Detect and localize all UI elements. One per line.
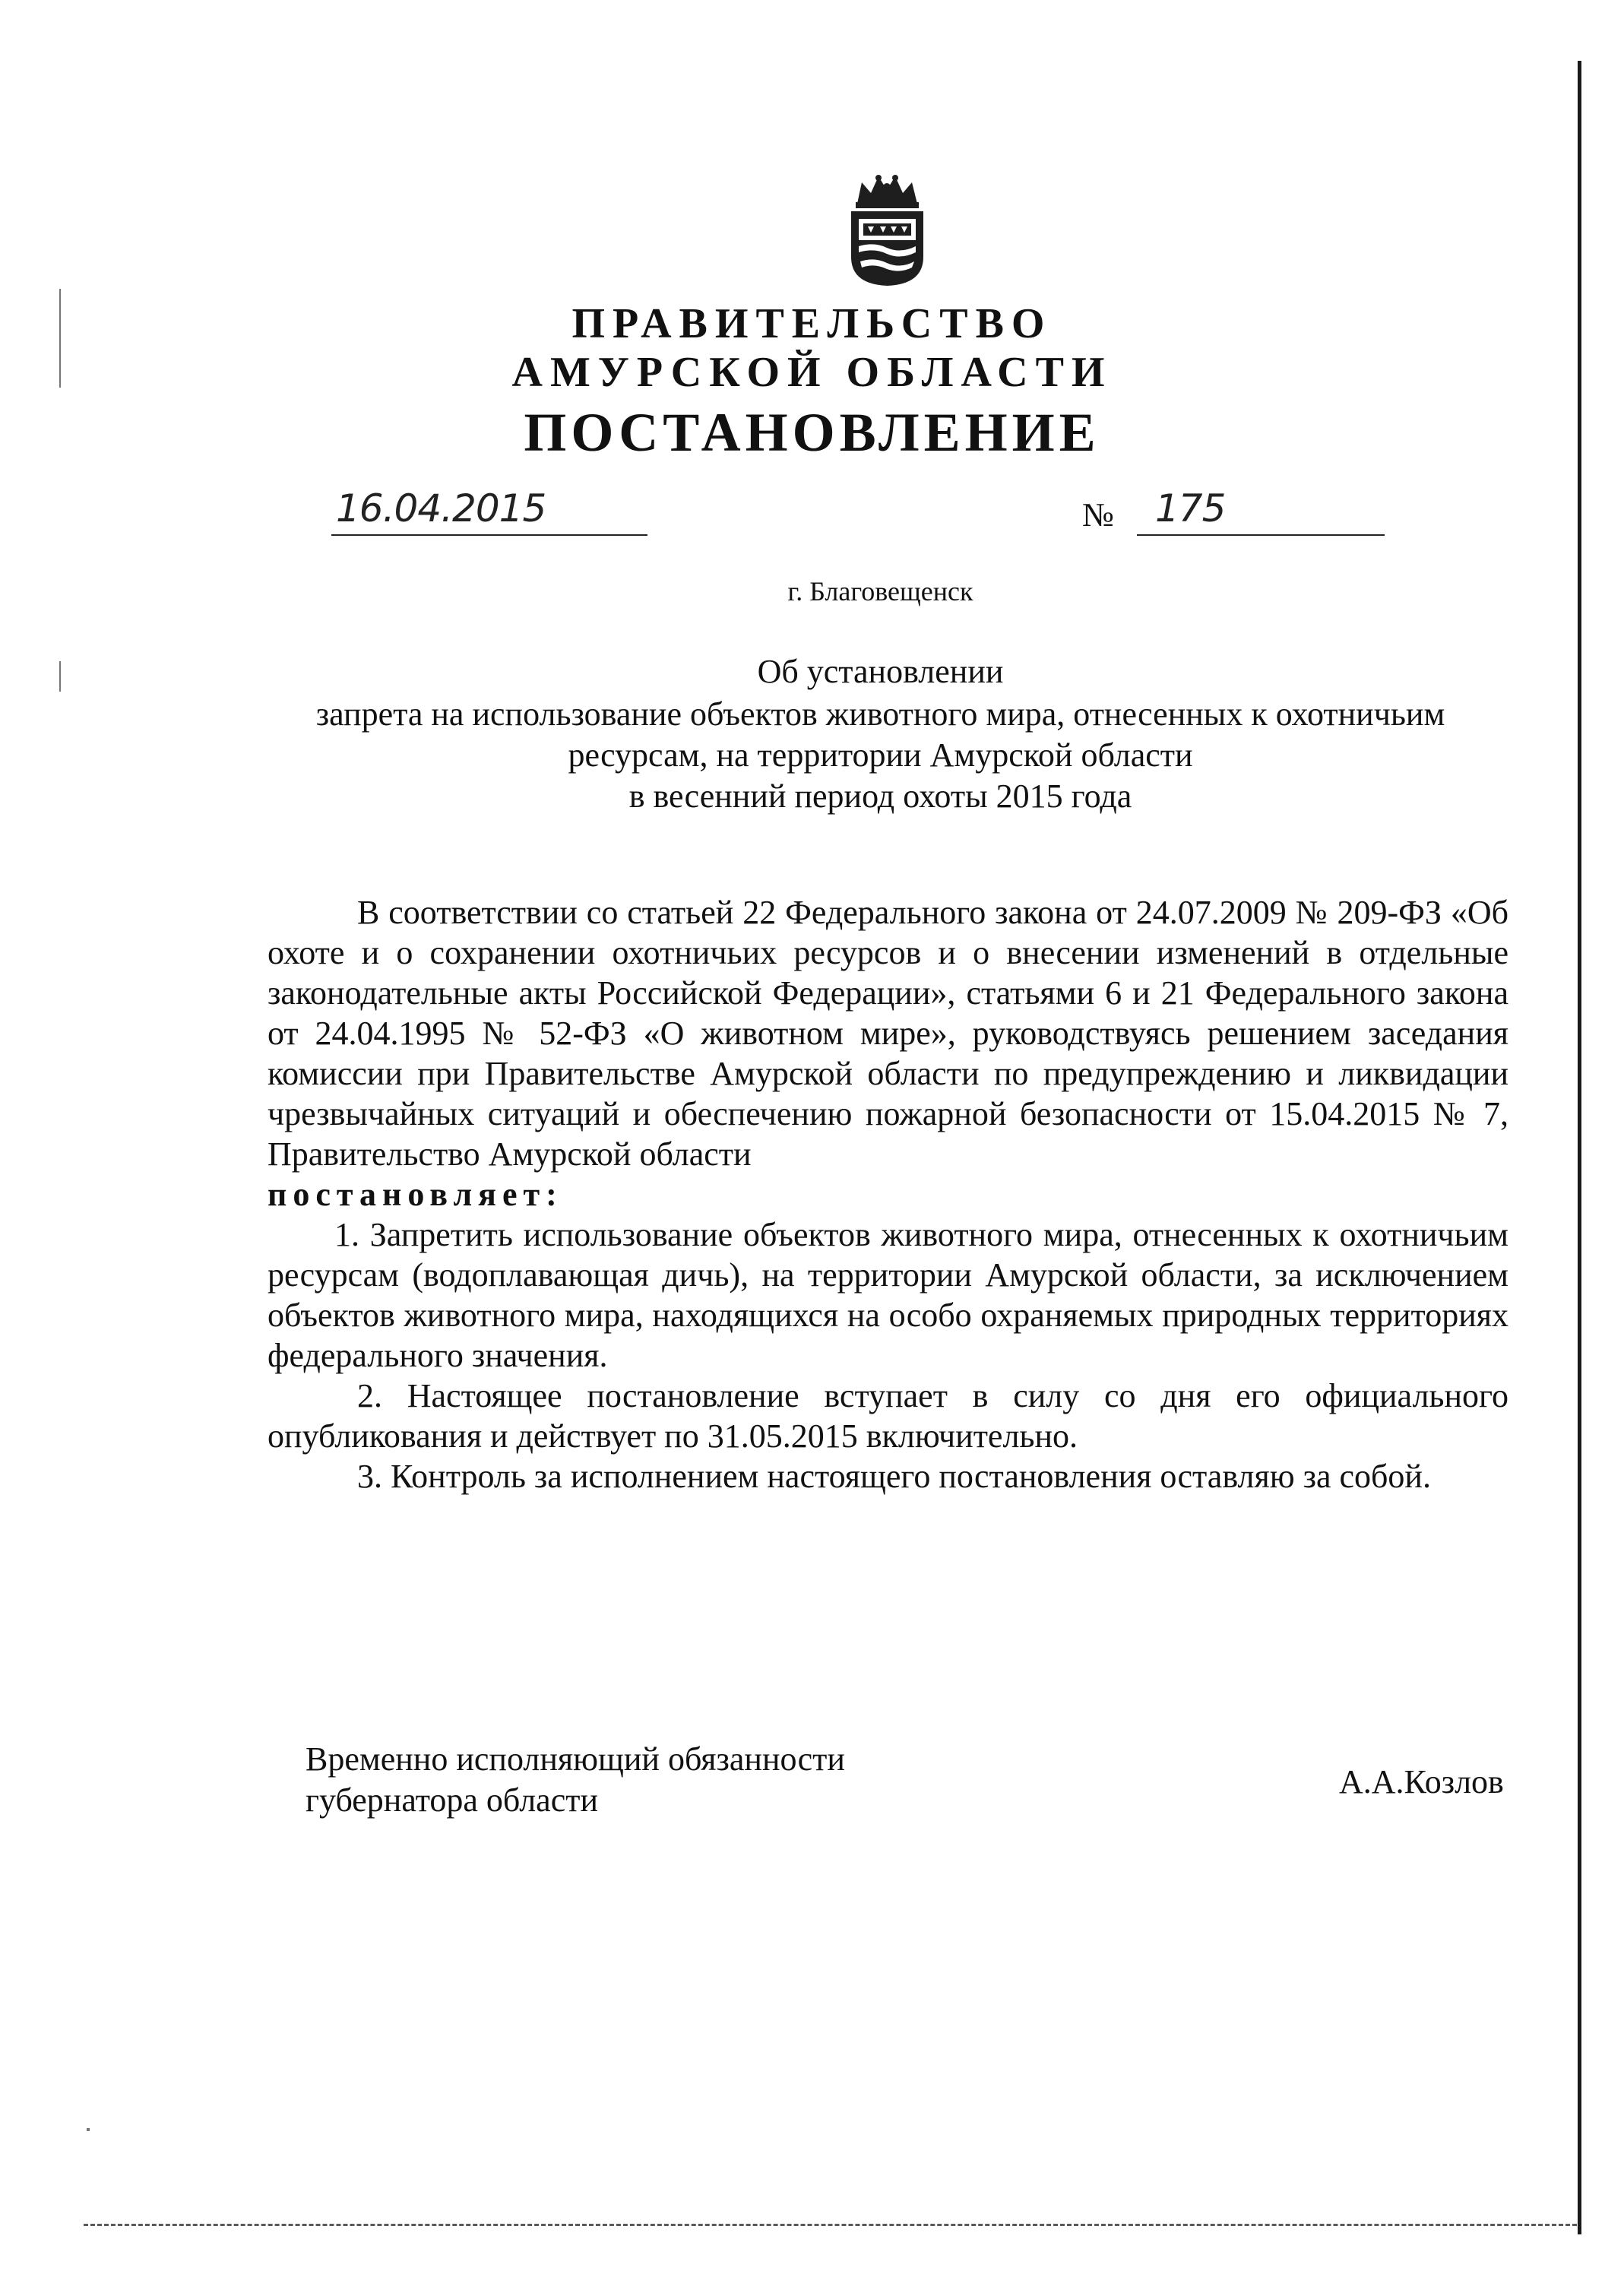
number-underline: [1137, 534, 1385, 536]
subject-line: в весенний период охоты 2015 года: [628, 777, 1132, 815]
document-type-title: ПОСТАНОВЛЕНИЕ: [524, 402, 1100, 463]
signatory-position-line: губернатора области: [305, 1781, 598, 1819]
city: г. Благовещенск: [787, 576, 973, 606]
preamble-paragraph: В соответствии со статьей 22 Федерального закона от 24.07.2009 № 209-ФЗ «Об охоте и о сохранении охотничьих ресурсов и о внесении изменений в отдельные законодательные акты Российской Федерации», статьями 6 и 21 Федерального закона от 24.04.1995 № 52-ФЗ «О животном мире», руководствуясь решением заседания комиссии при Правительстве Амурской области по предупреждению и ликвидации чрезвычайных ситуаций и обеспечению пожарной безопасности от 15.04.2015 № 7, Правительство Амурской области: [268, 894, 1508, 1173]
coat-of-arms-icon: [844, 173, 931, 287]
signatory-position-line: Временно исполняющий обязанности: [305, 1740, 845, 1778]
decree-item: 2. Настоящее постановление вступает в силу со дня его официального опубликования и действует по 31.05.2015 включительно.: [268, 1377, 1508, 1455]
scan-mark: [59, 661, 61, 692]
signatory-position: [305, 1739, 845, 1821]
subject-line: ресурсам, на территории Амурской области: [568, 736, 1193, 774]
government-title: ПРАВИТЕЛЬСТВО: [571, 300, 1053, 347]
resolves-heading: постановляет:: [268, 1176, 563, 1213]
document-number: 175: [1155, 486, 1226, 530]
decree-item: 1. Запретить использование объектов животного мира, отнесенных к охотничьим ресурсам (водоплавающая дичь), на территории Амурской области, за исключением объектов животного мира, находящихся на особо охраняемых природных территориях федерального значения.: [268, 1216, 1508, 1374]
subject-line: запрета на использование объектов животного мира, отнесенных к охотничьим: [315, 695, 1445, 733]
date-underline: [331, 534, 647, 536]
document-body: [268, 892, 1508, 1496]
decree-item: 3. Контроль за исполнением настоящего постановления оставляю за собой.: [357, 1458, 1431, 1495]
scan-mark: [87, 2128, 90, 2131]
region-title: АМУРСКОЙ ОБЛАСТИ: [511, 349, 1113, 396]
signatory-name: А.А.Козлов: [1339, 1763, 1504, 1800]
scan-edge-bottom: [84, 2224, 1577, 2226]
subject-line: Об установлении: [757, 653, 1004, 690]
number-label: №: [1082, 496, 1114, 534]
document-date: 16.04.2015: [336, 486, 546, 530]
